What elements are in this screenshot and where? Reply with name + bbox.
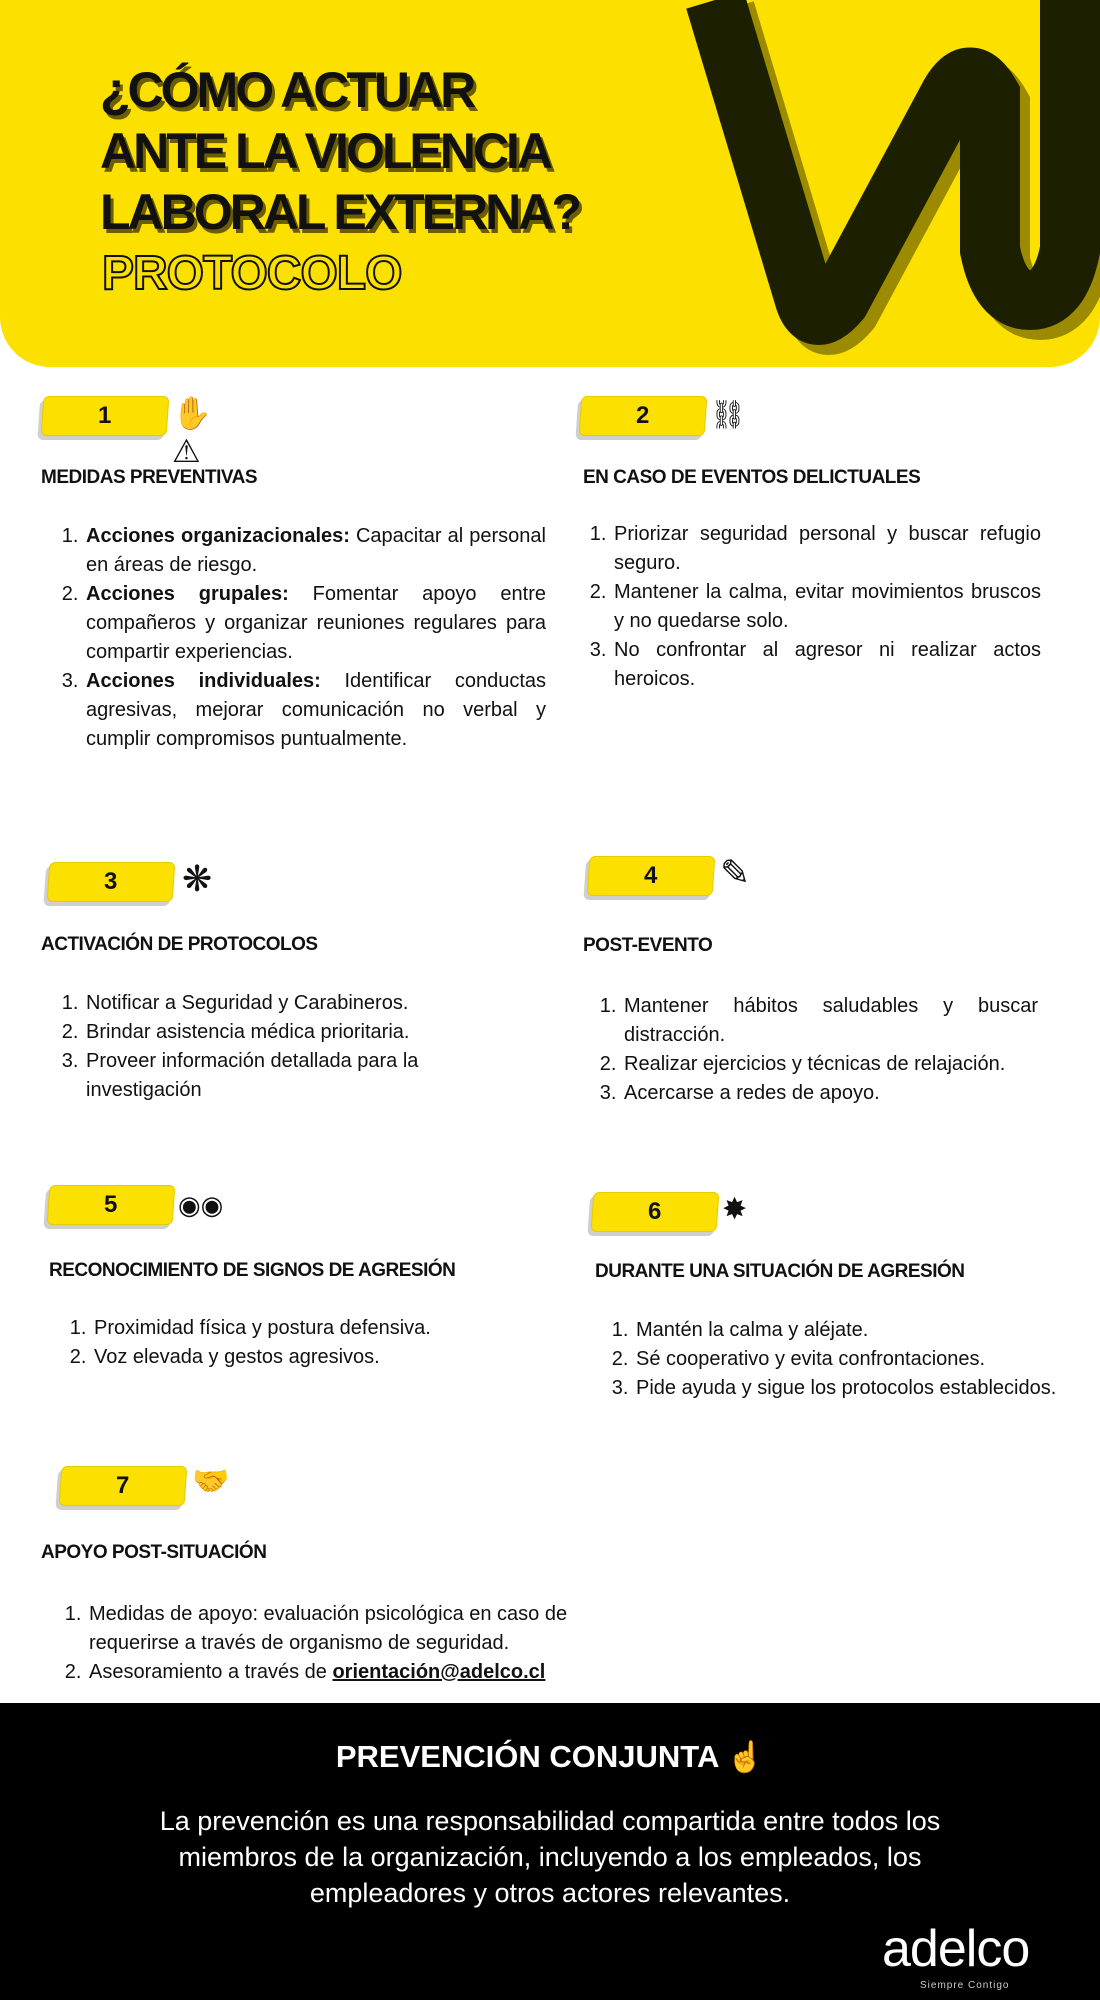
section-list [590,992,1038,1108]
list-item: 2. Asesoramiento a través de orientación@adelco.cl [87,1658,605,1687]
step-number: 4 [644,862,658,889]
section-heading: APOYO POST-SITUACIÓN [41,1542,267,1563]
title-line: ANTE LA VIOLENCIA [100,123,550,179]
section-list [52,522,546,754]
list-item: 1. Mantener hábitos saludables y buscar distracción. [622,992,1038,1050]
list-item: 2. Brindar asistencia médica prioritaria. [84,1018,522,1047]
eyes-icon: ◉◉ [178,1190,224,1220]
header-banner [0,0,1100,367]
title-line: LABORAL EXTERNA? [100,184,579,240]
step-badge-3 [47,862,176,902]
footer-text: La prevención es una responsabilidad compartida entre todos los miembros de la organización, incluyendo a los empleados, los empleadores y otros actores relevantes. [159,1806,941,1908]
raised-hand-warning-icon: ✋⚠ [172,395,212,469]
step-number: 5 [104,1191,118,1218]
footer [0,1703,1100,2000]
step-number: 7 [116,1472,130,1499]
section-heading: POST-EVENTO [583,935,713,956]
list-item: 1. Mantén la calma y aléjate. [634,1316,1060,1345]
section-list [52,989,522,1105]
step-badge-2 [579,396,708,436]
page-title [100,60,579,243]
list-item: 1. Medidas de apoyo: evaluación psicológica en caso de requerirse a través de organismo de seguridad. [87,1600,605,1658]
subtitle: PROTOCOLO [102,247,402,300]
list-item: 3. Proveer información detallada para la investigación [84,1047,522,1105]
brand-tagline: Siempre Contigo [920,1980,1010,1991]
edit-document-icon: ✎ [720,852,751,893]
list-item: 2. Sé cooperativo y evita confrontaciones. [634,1345,1060,1374]
handshake-icon: 🤝 [192,1465,230,1498]
handcuffs-icon: ⛓ [710,399,746,430]
section-list [602,1316,1060,1403]
list-item: 1. Proximidad física y postura defensiva. [92,1314,520,1343]
step-badge-7 [59,1466,188,1506]
title-line: ¿CÓMO ACTUAR [100,62,474,118]
section-heading: DURANTE UNA SITUACIÓN DE AGRESIÓN [595,1261,965,1282]
section-list [580,520,1041,694]
footer-title: PREVENCIÓN CONJUNTA ☝ [335,1739,765,1774]
list-item: 1. Acciones organizacionales: Capacitar al personal en áreas de riesgo. [84,522,546,580]
step-badge-4 [587,856,716,896]
list-item: 3. Acercarse a redes de apoyo. [622,1079,1038,1108]
section-list [60,1314,520,1372]
list-item: 1. Notificar a Seguridad y Carabineros. [84,989,522,1018]
list-item: 2. Voz elevada y gestos agresivos. [92,1343,520,1372]
list-item: 3. Acciones individuales: Identificar conductas agresivas, mejorar comunicación no verbal y cumplir compromisos puntualmente. [84,667,546,754]
list-item: 2. Acciones grupales: Fomentar apoyo entre compañeros y organizar reuniones regulares para compartir experiencias. [84,580,546,667]
helping-hand-icon: ☝ [726,1741,765,1774]
step-number: 1 [98,402,112,429]
conflict-icon: ✸ [722,1193,748,1226]
brand-v-logo-icon [600,0,1100,367]
step-number: 6 [648,1198,662,1225]
step-number: 3 [104,868,118,895]
list-item: 1. Priorizar seguridad personal y buscar refugio seguro. [612,520,1041,578]
list-item: 2. Mantener la calma, evitar movimientos bruscos y no quedarse solo. [612,578,1041,636]
section-heading: ACTIVACIÓN DE PROTOCOLOS [41,934,318,955]
list-item: 3. No confrontar al agresor ni realizar actos heroicos. [612,636,1041,694]
network-people-icon: ❋ [182,858,213,899]
list-item: 2. Realizar ejercicios y técnicas de relajación. [622,1050,1038,1079]
email-link[interactable]: orientación@adelco.cl [332,1661,546,1683]
section-heading: EN CASO DE EVENTOS DELICTUALES [583,467,921,488]
section-list [55,1600,605,1687]
step-badge-6 [591,1192,720,1232]
brand-logo: adelco [882,1920,1030,1978]
section-heading: MEDIDAS PREVENTIVAS [41,467,258,488]
list-item: 3. Pide ayuda y sigue los protocolos establecidos. [634,1374,1060,1403]
step-number: 2 [636,402,650,429]
section-heading: RECONOCIMIENTO DE SIGNOS DE AGRESIÓN [49,1260,456,1281]
step-badge-1 [41,396,170,436]
step-badge-5 [47,1185,176,1225]
